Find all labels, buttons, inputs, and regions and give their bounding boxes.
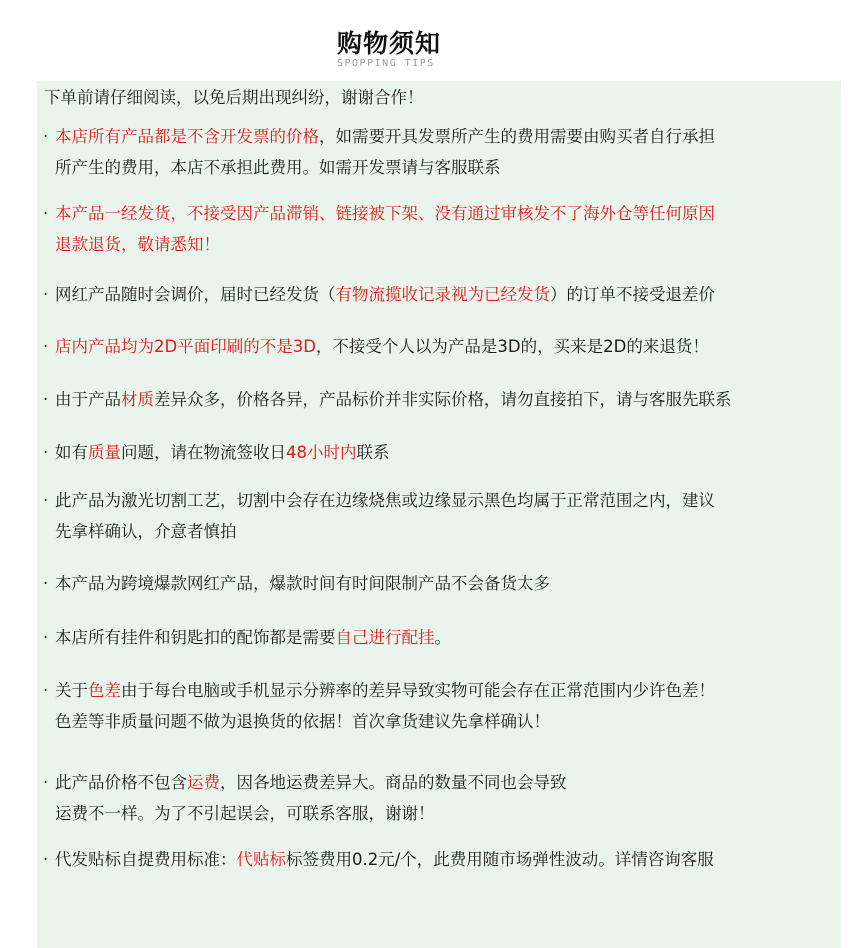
highlight-text: 代贴标: [236, 850, 286, 869]
notice-line: [55, 798, 837, 829]
notice-item: [41, 767, 837, 829]
notice-line: [55, 384, 837, 415]
notice-line: [55, 229, 837, 260]
notice-text: 差异众多，价格各异，产品标价并非实际价格，请勿直接拍下，请与客服先联系: [154, 390, 732, 409]
notice-text: 标签费用0.2元/个，此费用随市场弹性波动。详情咨询客服: [286, 850, 714, 869]
notice-line: [55, 121, 837, 152]
notice-line: [55, 437, 837, 468]
notice-text: 此产品价格不包含: [55, 773, 187, 792]
notice-line: [55, 568, 837, 599]
notice-item: [41, 198, 837, 260]
bullet-dot: ·: [43, 773, 49, 792]
highlight-text: 材质: [121, 390, 154, 409]
notice-text: 由于每台电脑或手机显示分辨率的差异导致实物可能会存在正常范围内少许色差！: [121, 681, 715, 700]
bullet-dot: ·: [43, 285, 49, 304]
notice-item: [41, 485, 837, 547]
bullet-dot: ·: [43, 127, 49, 146]
notice-line: [55, 622, 837, 653]
notice-text: 所产生的费用，本店不承担此费用。如需开发票请与客服联系: [55, 158, 501, 177]
notice-item: [41, 844, 837, 875]
notice-text: 代发贴标自提费用标准：: [55, 850, 237, 869]
notice-item: [41, 675, 837, 737]
bullet-dot: ·: [43, 850, 49, 869]
highlight-text: 48小时内: [286, 443, 357, 462]
notice-text: 色差等非质量问题不做为退换货的依据！首次拿货建议先拿样确认！: [55, 712, 550, 731]
highlight-text: 本店所有产品都是不含开发票的价格: [55, 127, 319, 146]
highlight-text: 退款退货，敬请悉知！: [55, 235, 220, 254]
notice-item: [41, 437, 837, 468]
highlight-text: 自己进行配挂: [335, 628, 435, 647]
notice-text: 先拿样确认，介意者慎拍: [55, 522, 237, 541]
notice-line: [55, 675, 837, 706]
notice-text: ，不接受个人以为产品是3D的，买来是2D的来退货！: [315, 337, 709, 356]
notice-text: 关于: [55, 681, 88, 700]
page-title: 购物须知: [337, 29, 442, 58]
notice-text: 。: [434, 628, 451, 647]
bullet-dot: ·: [43, 681, 49, 700]
notice-line: [55, 152, 837, 183]
notice-item: [41, 331, 837, 362]
notice-text: ，因各地运费差异大。商品的数量不同也会导致: [220, 773, 567, 792]
bullet-dot: ·: [43, 628, 49, 647]
notice-text: 本产品为跨境爆款网红产品，爆款时间有时间限制产品不会备货太多: [55, 574, 550, 593]
notice-text: 如有: [55, 443, 88, 462]
notice-text: 网红产品随时会调价，届时已经发货（: [55, 285, 336, 304]
page-header: [0, 0, 860, 80]
notice-line: [55, 844, 837, 875]
notice-line: [55, 706, 837, 737]
bullet-dot: ·: [43, 337, 49, 356]
highlight-text: 色差: [88, 681, 121, 700]
notice-line: [55, 331, 837, 362]
notice-text: 问题，请在物流签收日: [121, 443, 286, 462]
notice-text: 此产品为激光切割工艺，切割中会存在边缘烧焦或边缘显示黑色均属于正常范围之内，建议: [55, 491, 715, 510]
bullet-dot: ·: [43, 390, 49, 409]
highlight-text: 店内产品均为2D平面印刷的不是3D: [55, 337, 316, 356]
notice-item: [41, 622, 837, 653]
page-subtitle: SPOPPING TIPS: [337, 58, 435, 69]
highlight-text: 运费: [187, 773, 220, 792]
intro-text: 下单前请仔细阅读，以免后期出现纠纷，谢谢合作！: [44, 88, 424, 107]
notice-item: [41, 279, 837, 310]
bullet-dot: ·: [43, 204, 49, 223]
notice-text: ，如需要开具发票所产生的费用需要由购买者自行承担: [319, 127, 715, 146]
notice-text: 本店所有挂件和钥匙扣的配饰都是需要: [55, 628, 336, 647]
notice-text: 运费不一样。为了不引起误会，可联系客服，谢谢！: [55, 804, 435, 823]
bullet-dot: ·: [43, 443, 49, 462]
notice-item: [41, 568, 837, 599]
notice-text: 联系: [356, 443, 390, 462]
notice-item: [41, 384, 837, 415]
highlight-text: 本产品一经发货，不接受因产品滞销、链接被下架、没有通过审核发不了海外仓等任何原因: [55, 204, 715, 223]
notice-line: [55, 516, 837, 547]
notice-line: [55, 485, 837, 516]
notice-panel: [37, 81, 841, 948]
bullet-dot: ·: [43, 491, 49, 510]
notice-line: [55, 767, 837, 798]
notice-text: 由于产品: [55, 390, 121, 409]
notice-text: ）的订单不接受退差价: [550, 285, 715, 304]
bullet-dot: ·: [43, 574, 49, 593]
highlight-text: 质量: [88, 443, 121, 462]
notice-line: [55, 279, 837, 310]
notice-item: [41, 121, 837, 183]
notice-line: [55, 198, 837, 229]
highlight-text: 有物流揽收记录视为已经发货: [335, 285, 550, 304]
